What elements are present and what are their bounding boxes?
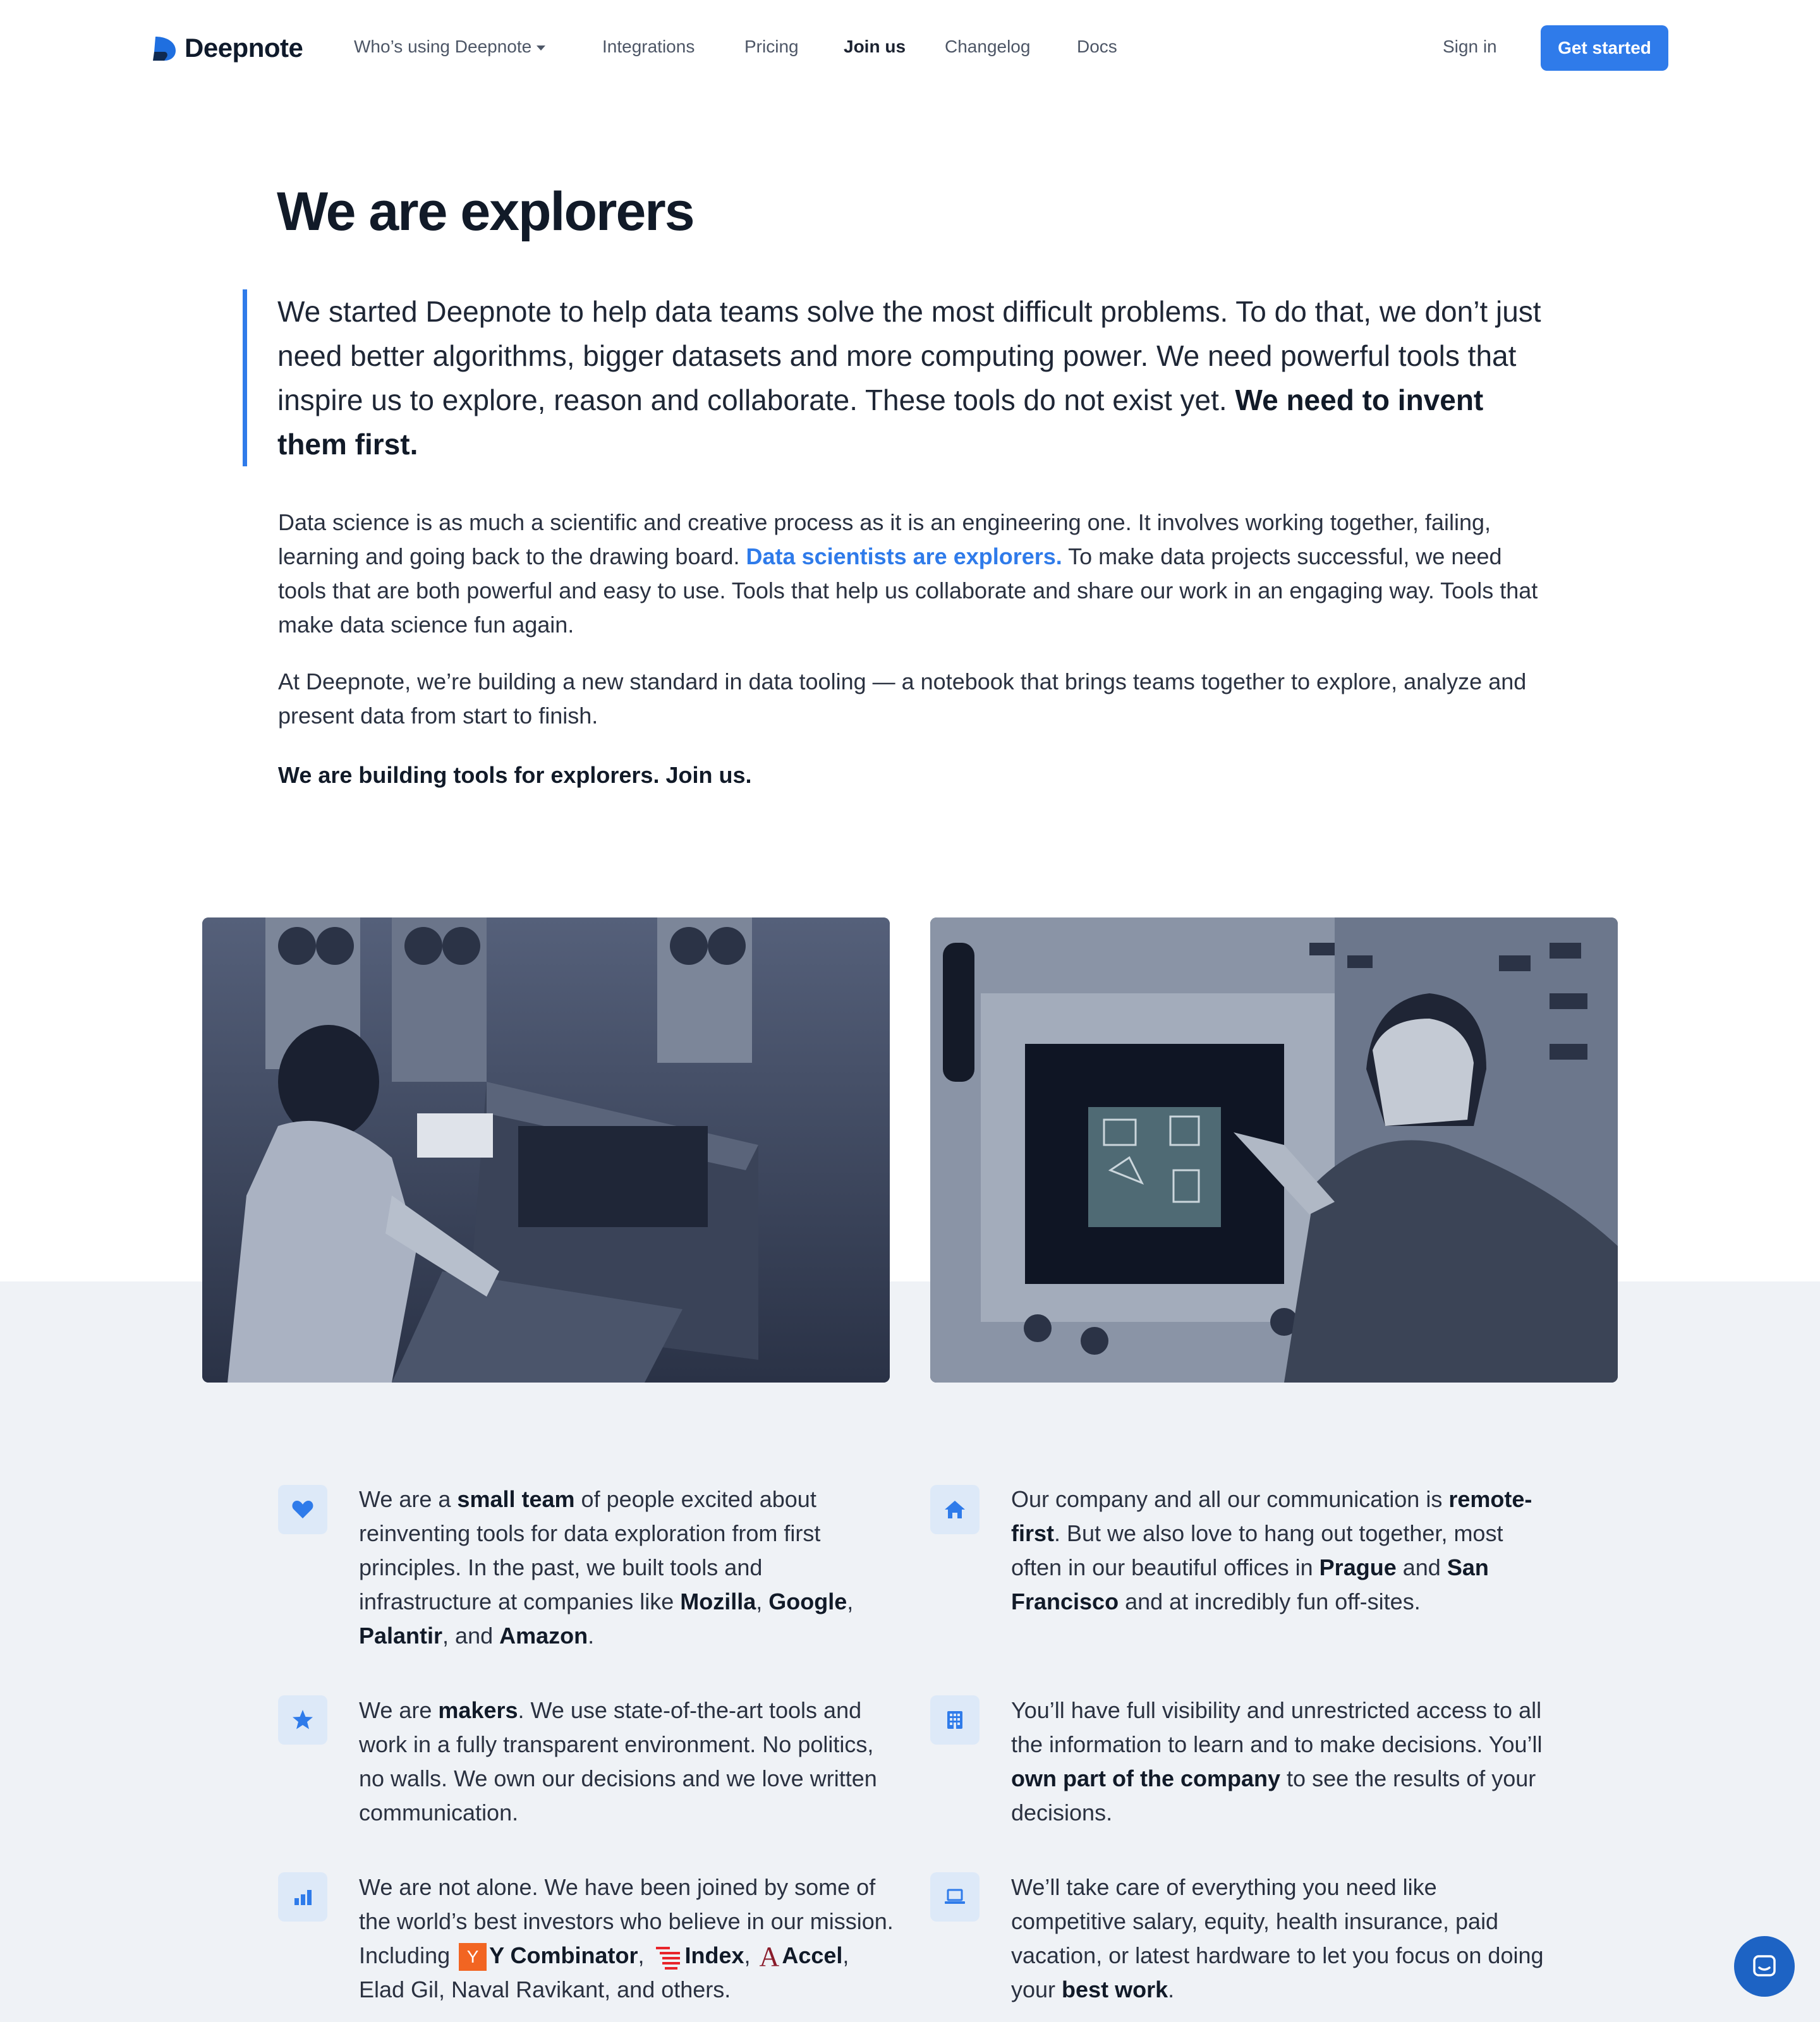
- mission-quote: [243, 289, 1557, 466]
- f5-bold-ycombinator: Y Combinator: [489, 1942, 638, 1968]
- f1-bold-google: Google: [768, 1589, 847, 1614]
- f4-bold-ownership: own part of the company: [1011, 1765, 1281, 1791]
- feature-remote-first: [1011, 1482, 1548, 1619]
- nav-whos-using-label: Who’s using Deepnote: [354, 37, 532, 56]
- f6-text: We’ll take care of everything you need like competitive salary, equity, health insurance, paid vacation, or latest hardware to let you focus on doing your: [1011, 1874, 1544, 2002]
- f1-bold-mozilla: Mozilla: [680, 1589, 756, 1614]
- logo-text: Deepnote: [185, 33, 303, 63]
- f1-text: We are a: [359, 1486, 451, 1512]
- nav-docs[interactable]: Docs: [1077, 37, 1117, 56]
- f4-text-2: to see the results of your decisions.: [1011, 1765, 1536, 1825]
- nav-pricing[interactable]: Pricing: [744, 37, 799, 56]
- historic-photo-sketchpad-engineer: [930, 917, 1618, 1383]
- f1-bold-amazon: Amazon: [499, 1623, 588, 1649]
- building-icon: [942, 1707, 968, 1733]
- star-icon: [290, 1707, 315, 1733]
- f2-bold-remote-first: remote-first: [1011, 1486, 1532, 1546]
- f6-bold-best-work: best work: [1062, 1977, 1168, 2002]
- f2-bold-san-francisco: San Francisco: [1011, 1554, 1489, 1614]
- f2-bold-prague: Prague: [1319, 1554, 1397, 1580]
- explorers-link[interactable]: Data scientists are explorers.: [746, 543, 1062, 569]
- deepnote-logo[interactable]: [149, 32, 303, 64]
- f3-text: We are: [359, 1697, 432, 1723]
- get-started-button[interactable]: Get started: [1541, 25, 1668, 71]
- deepnote-logo-icon: [149, 33, 179, 63]
- f2-text-2: . But we also love to hang out together, most often in our beautiful offices in: [1011, 1520, 1503, 1580]
- feature-investors: We are not alone. We have been joined by some of the world’s best investors who believe in our mission. Including Y Y Combinator, Index, A Accel, Elad Gil, Naval Ravikant, and others.: [359, 1874, 894, 2002]
- feature-icon-box-ownership: [930, 1695, 980, 1745]
- accel-logo: A: [759, 1941, 780, 1973]
- y-combinator-logo: Y: [459, 1943, 487, 1971]
- p1-text-b: To make data projects successful, we need tools that are both powerful and easy to use. Tools that help us collaborate and share our work in an engaging way. Tools that make data science fun again.: [278, 543, 1538, 638]
- feature-ownership: [1011, 1693, 1548, 1830]
- f3-text-2: . We use state-of-the-art tools and work in a fully transparent environment. No politics, no walls. We own our decisions and we love written communication.: [359, 1697, 877, 1825]
- nav-changelog[interactable]: Changelog: [945, 37, 1031, 56]
- feature-benefits: We’ll take care of everything you need like competitive salary, equity, health insurance, paid vacation, or latest hardware to let you focus on doing your best work.: [1011, 1874, 1544, 2002]
- home-icon: [942, 1497, 968, 1522]
- feature-icon-box-team: [278, 1485, 327, 1534]
- f4-text: You’ll have full visibility and unrestricted access to all the information to learn and to make decisions. You’ll: [1011, 1697, 1543, 1757]
- intro-paragraph-1: [278, 506, 1555, 642]
- f5-text-2: , Elad Gil, Naval Ravikant, and others.: [359, 1942, 849, 2002]
- f5-bold-index: Index: [684, 1942, 744, 1968]
- intro-paragraph-3: [278, 758, 1555, 792]
- bar-chart-icon: [290, 1884, 315, 1910]
- nav-integrations[interactable]: Integrations: [602, 37, 695, 56]
- f1-text-2: of people excited about reinventing tools for data exploration from first principles. In the past, we built tools and infrastructure at companies like: [359, 1486, 821, 1614]
- f2-text-3: and: [1402, 1554, 1441, 1580]
- caret-down-icon: [537, 45, 545, 51]
- p1-text-a: Data science is as much a scientific and creative process as it is an engineering one. It involves working together, failing, learning and going back to the drawing board.: [278, 509, 1491, 569]
- f1-bold-small-team: small team: [457, 1486, 575, 1512]
- chat-icon: [1750, 1952, 1778, 1980]
- f1-text-3: , and: [442, 1623, 494, 1649]
- f3-bold-makers: makers: [438, 1697, 518, 1723]
- feature-makers: [359, 1693, 896, 1830]
- quote-body: We started Deepnote to help data teams solve the most difficult problems. To do that, we don’t just need better algorithms, bigger datasets and more computing power. We need powerful tools that inspire us to explore, reason and collaborate. These tools do not exist yet.: [277, 295, 1541, 416]
- nav-whos-using[interactable]: [354, 34, 545, 59]
- quote-text: [277, 289, 1560, 466]
- feature-icon-box-benefits: [930, 1872, 980, 1922]
- f2-text-4: and at incredibly fun off-sites.: [1125, 1589, 1421, 1614]
- nav-join-us[interactable]: Join us: [844, 37, 906, 56]
- f1-bold-palantir: Palantir: [359, 1623, 443, 1649]
- historic-photo-punch-card-operator: [202, 917, 890, 1383]
- feature-small-team: We are a small team of people excited about reinventing tools for data exploration from first principles. In the past, we built tools and infrastructure at companies like Mozilla, Google, Palantir, and Amazon.: [359, 1486, 854, 1649]
- f5-bold-accel: Accel: [782, 1942, 843, 1968]
- f5-text: We are not alone. We have been joined by some of the world’s best investors who believe in our mission. Including: [359, 1874, 894, 1968]
- laptop-icon: [942, 1884, 968, 1910]
- intro-paragraph-2: At Deepnote, we’re building a new standard in data tooling — a notebook that brings teams together to explore, analyze and present data from start to finish.: [278, 669, 1527, 729]
- index-ventures-logo: [653, 1944, 682, 1970]
- quote-bold: We need to invent them first.: [277, 384, 1484, 461]
- top-nav: [0, 0, 1820, 95]
- chat-widget-button[interactable]: [1734, 1936, 1795, 1997]
- f2-text: Our company and all our communication is: [1011, 1486, 1443, 1512]
- page-title: We are explorers: [277, 181, 694, 242]
- heart-icon: [290, 1497, 315, 1522]
- feature-icon-box-investors: [278, 1872, 327, 1922]
- sign-in-link[interactable]: Sign in: [1443, 37, 1497, 56]
- join-us-callout: We are building tools for explorers. Join us.: [278, 762, 752, 788]
- feature-icon-box-makers: [278, 1695, 327, 1745]
- feature-icon-box-remote: [930, 1485, 980, 1534]
